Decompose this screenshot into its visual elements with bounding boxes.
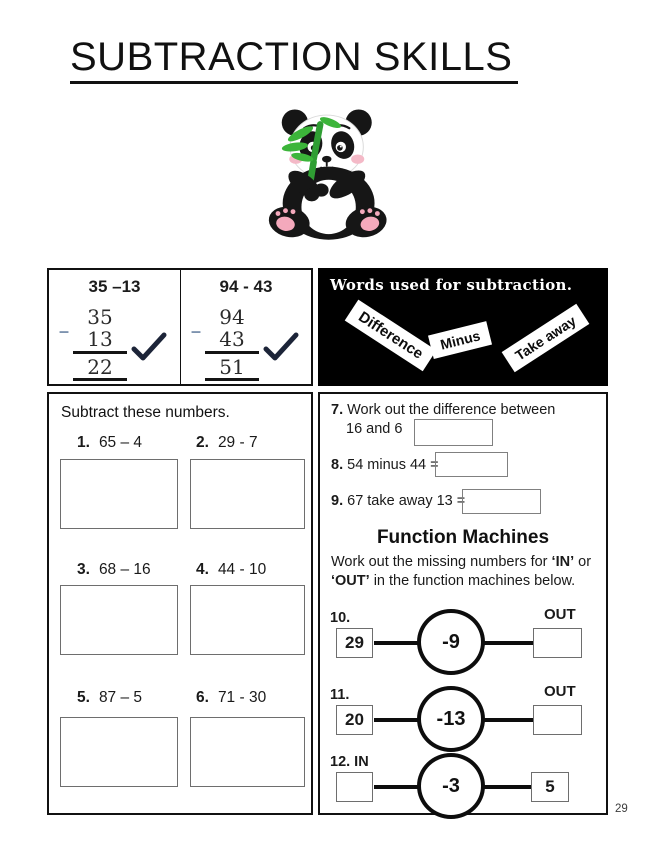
example-2-working <box>191 305 305 381</box>
machine-12-label: 12. IN <box>330 754 369 770</box>
machine-11-out-label: OUT <box>544 683 576 700</box>
instruction-out-keyword: ‘OUT’ <box>331 573 370 589</box>
example-1-minuend: 35 <box>87 305 113 329</box>
panda-image <box>248 102 398 250</box>
example-2-minuend: 94 <box>219 305 245 329</box>
questions-column <box>318 392 608 815</box>
practice-column <box>47 392 313 815</box>
example-1 <box>49 270 180 384</box>
question-9-answer-box[interactable] <box>462 489 541 514</box>
question-7-text: Work out the difference between <box>347 402 556 418</box>
question-8-answer-box[interactable] <box>435 452 508 477</box>
answer-box-3[interactable] <box>60 585 178 655</box>
function-machine-12 <box>320 748 606 824</box>
machine-11-line-out <box>484 718 534 722</box>
problem-row-1 <box>49 434 311 452</box>
problem-1 <box>49 434 180 452</box>
machine-11-out-box[interactable] <box>533 705 582 735</box>
machine-11-operation: -13 <box>417 686 485 752</box>
problem-6-number: 6. <box>196 689 209 706</box>
practice-heading: Subtract these numbers. <box>61 404 230 421</box>
instruction-text: or <box>574 554 592 570</box>
machine-12-in-box[interactable] <box>336 772 373 802</box>
example-1-answer: 22 <box>73 356 127 381</box>
machine-11-label: 11. <box>330 687 350 703</box>
problem-5-expression: 87 – 5 <box>98 689 143 706</box>
problem-2 <box>180 434 311 452</box>
machine-10-out-box[interactable] <box>533 628 582 658</box>
question-9-text: 67 take away 13 = <box>347 493 466 509</box>
problem-2-number: 2. <box>196 434 209 451</box>
instruction-text: in the function machines below. <box>369 573 576 589</box>
problem-4-number: 4. <box>196 561 209 578</box>
question-8 <box>331 457 439 473</box>
minus-sign: – <box>59 321 70 341</box>
example-1-subtrahend: 13 <box>73 328 127 353</box>
problem-1-number: 1. <box>77 434 90 451</box>
machine-10-label: 10. <box>330 610 351 626</box>
problem-row-3 <box>49 689 311 707</box>
machine-12-line-in <box>374 785 418 789</box>
page-number: 29 <box>615 803 628 815</box>
machine-12-operation: -3 <box>417 753 485 819</box>
example-1-heading: 35 –13 <box>88 277 141 296</box>
question-9 <box>331 493 465 509</box>
example-2 <box>180 270 311 384</box>
example-2-heading: 94 - 43 <box>219 277 273 296</box>
minus-sign: – <box>191 321 202 341</box>
problem-2-expression: 29 - 7 <box>217 434 258 451</box>
machine-10-operation: -9 <box>417 609 485 675</box>
function-machine-10 <box>320 604 606 680</box>
words-box-title: Words used for subtraction. <box>330 276 573 294</box>
problem-5-number: 5. <box>77 689 90 706</box>
question-7-line1 <box>331 402 555 418</box>
answer-box-6[interactable] <box>190 717 305 787</box>
checkmark-icon <box>131 332 167 362</box>
word-tile-minus: Minus <box>428 321 492 359</box>
machine-10-line-out <box>484 641 534 645</box>
subtraction-words-box <box>318 268 608 386</box>
question-7-answer-box[interactable] <box>414 419 493 446</box>
problem-4-expression: 44 - 10 <box>217 561 267 578</box>
question-7-number: 7. <box>331 402 344 418</box>
question-9-number: 9. <box>331 493 344 509</box>
answer-box-4[interactable] <box>190 585 305 655</box>
answer-box-1[interactable] <box>60 459 178 529</box>
problem-3-expression: 68 – 16 <box>98 561 151 578</box>
checkmark-icon <box>263 332 299 362</box>
function-machines-instruction <box>331 553 599 591</box>
answer-box-5[interactable] <box>60 717 178 787</box>
function-machine-11 <box>320 681 606 757</box>
problem-6 <box>180 689 311 707</box>
problem-4 <box>180 561 311 579</box>
question-8-text: 54 minus 44 = <box>347 457 439 473</box>
example-1-working <box>59 305 173 381</box>
example-2-answer: 51 <box>205 356 259 381</box>
machine-10-in-box: 29 <box>336 628 373 658</box>
machine-12-line-out <box>484 785 532 789</box>
machine-11-in-box: 20 <box>336 705 373 735</box>
problem-3-number: 3. <box>77 561 90 578</box>
answer-box-2[interactable] <box>190 459 305 529</box>
problem-6-expression: 71 - 30 <box>217 689 267 706</box>
word-tile-difference: Difference <box>345 300 437 372</box>
problem-1-expression: 65 – 4 <box>98 434 143 451</box>
problem-3 <box>49 561 180 579</box>
machine-12-out-box: 5 <box>531 772 569 802</box>
worked-examples-box <box>47 268 313 386</box>
machine-11-line-in <box>374 718 418 722</box>
instruction-text: Work out the missing numbers for <box>331 554 552 570</box>
word-tile-take-away: Take away <box>502 304 590 373</box>
question-7-line2: 16 and 6 <box>346 421 403 437</box>
machine-10-line-in <box>374 641 418 645</box>
question-8-number: 8. <box>331 457 344 473</box>
function-machines-title: Function Machines <box>376 527 550 548</box>
instruction-in-keyword: ‘IN’ <box>551 554 575 570</box>
machine-10-out-label: OUT <box>544 606 576 623</box>
problem-row-2 <box>49 561 311 579</box>
problem-5 <box>49 689 180 707</box>
page-title: SUBTRACTION SKILLS <box>70 36 518 84</box>
example-2-subtrahend: 43 <box>205 328 259 353</box>
